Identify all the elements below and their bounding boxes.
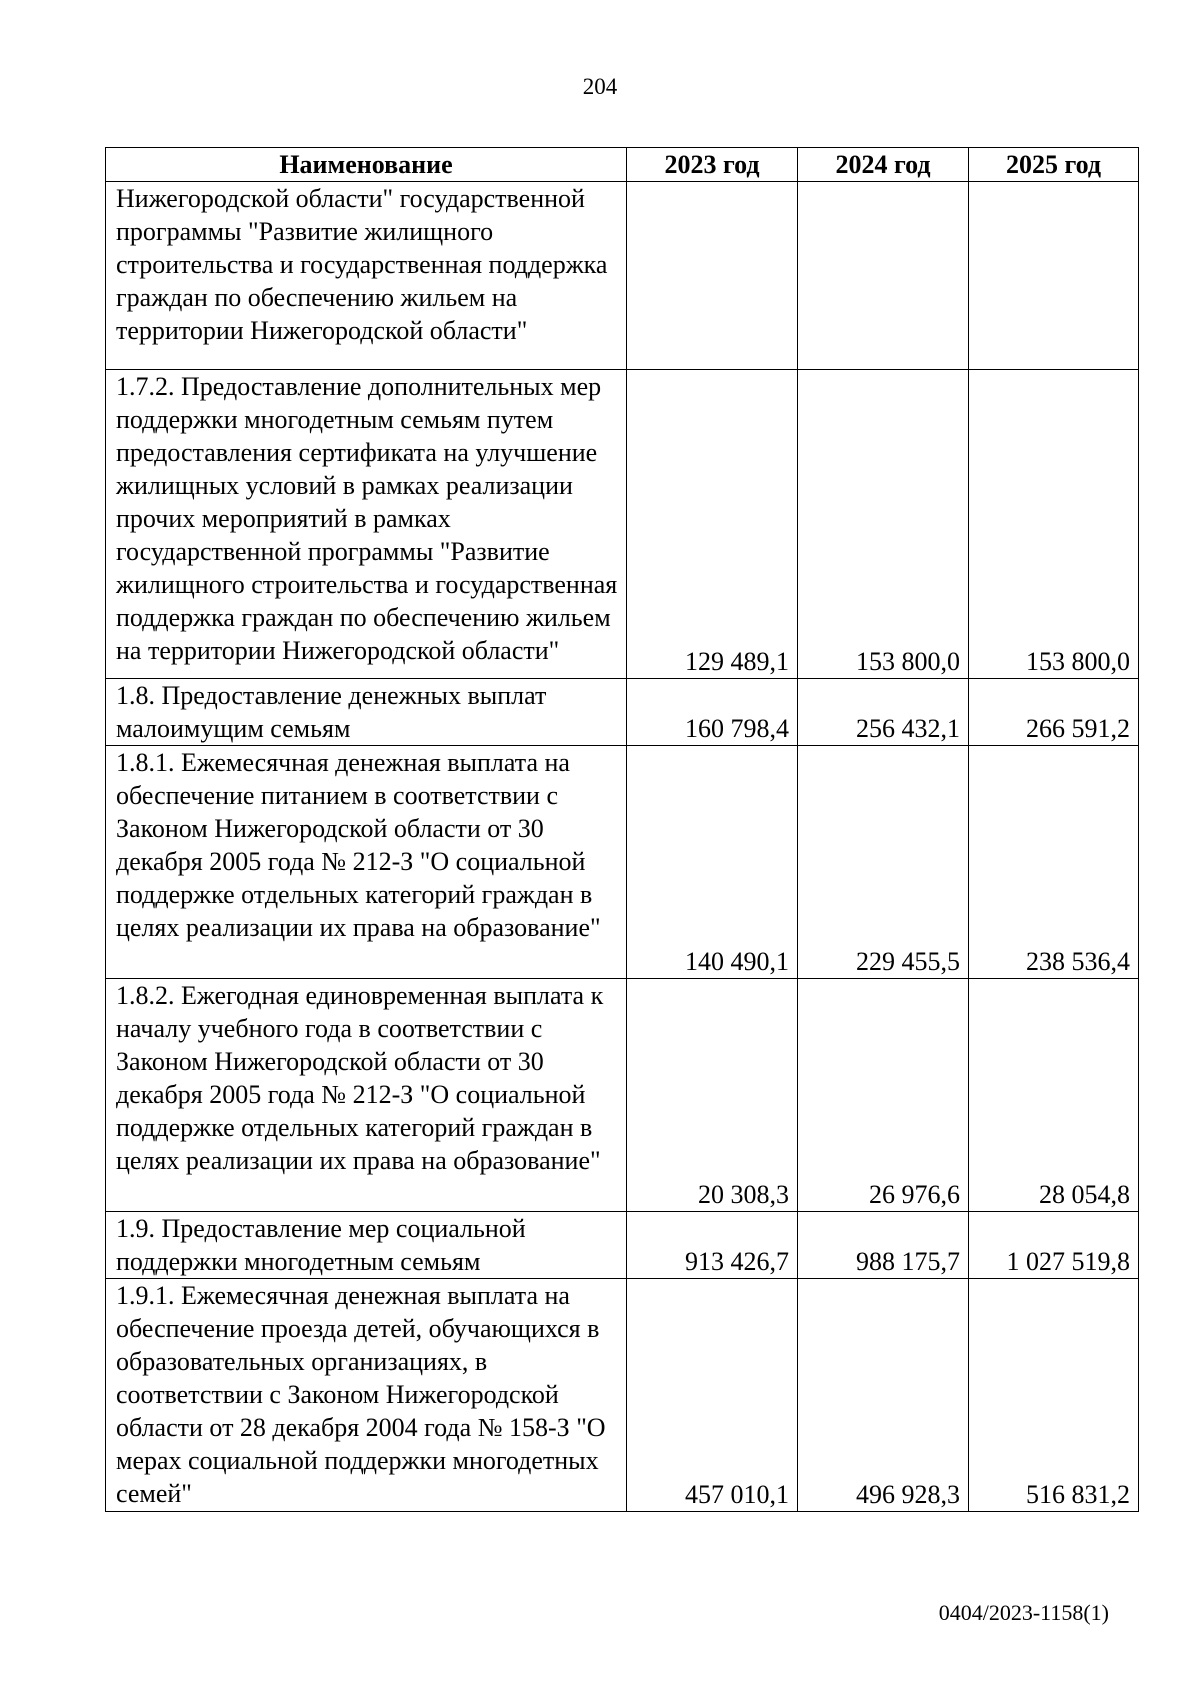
- row-value-2023: 140 490,1: [627, 746, 798, 979]
- row-value-2025: 1 027 519,8: [969, 1212, 1139, 1279]
- row-name: 1.8. Предоставление денежных выплат малоимущим семьям: [106, 679, 627, 746]
- row-value-2024: 153 800,0: [798, 370, 969, 679]
- row-value-2023: 913 426,7: [627, 1212, 798, 1279]
- row-name: 1.9.1. Ежемесячная денежная выплата на обеспечение проезда детей, обучающихся в образовательных организациях, в соответствии с Законом Нижегородской области от 28 декабря 2004 года № 158-З "О мерах социальной поддержки многодетных семей": [106, 1279, 627, 1512]
- header-2024: 2024 год: [798, 148, 969, 182]
- table-row: [106, 1212, 1139, 1279]
- table-row: [106, 1279, 1139, 1512]
- table-row: [106, 182, 1139, 370]
- row-value-2025: 516 831,2: [969, 1279, 1139, 1512]
- row-value-2023: 160 798,4: [627, 679, 798, 746]
- row-value-2024: 988 175,7: [798, 1212, 969, 1279]
- row-value-2024: 256 432,1: [798, 679, 969, 746]
- row-name: 1.8.1. Ежемесячная денежная выплата на обеспечение питанием в соответствии с Законом Нижегородской области от 30 декабря 2005 года № 212-З "О социальной поддержке отдельных категорий граждан в целях реализации их права на образование": [106, 746, 627, 979]
- table-row: [106, 370, 1139, 679]
- header-name: Наименование: [106, 148, 627, 182]
- row-value-2025: 28 054,8: [969, 979, 1139, 1212]
- row-value-2023: 457 010,1: [627, 1279, 798, 1512]
- table-row: [106, 679, 1139, 746]
- document-code: 0404/2023-1158(1): [938, 1600, 1109, 1625]
- row-value-2025: 153 800,0: [969, 370, 1139, 679]
- row-value-2025: [969, 182, 1139, 370]
- row-value-2023: [627, 182, 798, 370]
- header-2023: 2023 год: [627, 148, 798, 182]
- row-name: 1.7.2. Предоставление дополнительных мер поддержки многодетным семьям путем предоставления сертификата на улучшение жилищных условий в рамках реализации прочих мероприятий в рамках государственной программы "Развитие жилищного строительства и государственная поддержка граждан по обеспечению жильем на территории Нижегородской области": [106, 370, 627, 679]
- row-name: 1.9. Предоставление мер социальной поддержки многодетным семьям: [106, 1212, 627, 1279]
- table-header-row: [106, 148, 1139, 182]
- row-value-2025: 238 536,4: [969, 746, 1139, 979]
- row-value-2025: 266 591,2: [969, 679, 1139, 746]
- row-value-2024: 496 928,3: [798, 1279, 969, 1512]
- row-value-2024: 229 455,5: [798, 746, 969, 979]
- row-name: Нижегородской области" государственной программы "Развитие жилищного строительства и государственная поддержка граждан по обеспечению жильем на территории Нижегородской области": [106, 182, 627, 370]
- header-2025: 2025 год: [969, 148, 1139, 182]
- row-value-2023: 20 308,3: [627, 979, 798, 1212]
- row-value-2023: 129 489,1: [627, 370, 798, 679]
- table-row: [106, 746, 1139, 979]
- budget-table: [105, 147, 1139, 1512]
- page-number: 204: [582, 74, 618, 99]
- row-name: 1.8.2. Ежегодная единовременная выплата к началу учебного года в соответствии с Законом Нижегородской области от 30 декабря 2005 года № 212-З "О социальной поддержке отдельных категорий граждан в целях реализации их права на образование": [106, 979, 627, 1212]
- row-value-2024: 26 976,6: [798, 979, 969, 1212]
- row-value-2024: [798, 182, 969, 370]
- table-row: [106, 979, 1139, 1212]
